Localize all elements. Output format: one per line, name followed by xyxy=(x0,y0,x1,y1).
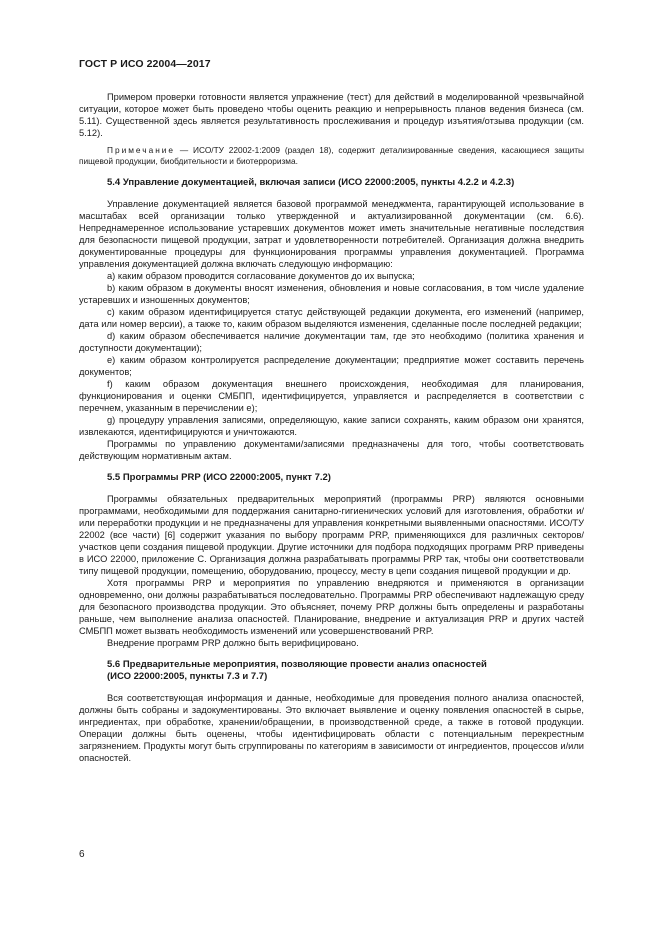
note-label: Примечание xyxy=(107,145,176,155)
section-5-4-heading: 5.4 Управление документацией, включая записи (ИСО 22000:2005, пункты 4.2.2 и 4.2.3) xyxy=(107,177,515,188)
list-item: c) каким образом идентифицируется статус действующей редакции документа, его изменений (например, дата или номер версии), а также то, каким образом выделяются изменения, сделанные после последней редакции; xyxy=(79,307,584,329)
section-5-5-paragraph: Программы обязательных предварительных мероприятий (программы PRP) являются основными программами, необходимыми для поддержания санитарно-гигиенических условий для изготовления, обработки и/или переработки продукции и не предназначены для управления конкретными выявленными опасностями. ИСО/ТУ 22002 (все части) [6] содержит указания по выбору программ PRP, применяющихся для различных секторов/участков цепи создания пищевой продукции. Другие источники для подбора подходящих программ PRP приведены в ИСО 22000, приложение С. Организация должна разрабатывать программы PRP так, чтобы они соответствовали типу пищевой продукции, помещению, оборудованию, процессу, месту в цепи создания пищевой продукции и др. xyxy=(79,494,584,576)
section-5-5-paragraph-3: Внедрение программ PRP должно быть верифицировано. xyxy=(107,638,359,648)
page-number: 6 xyxy=(79,849,85,860)
section-5-4-paragraph-2: Программы по управлению документами/записями предназначены для того, чтобы соответствовать действующим нормативным актам. xyxy=(79,439,584,461)
list-item: g) процедуру управления записями, определяющую, какие записи сохранять, каким образом они хранятся, извлекаются, идентифицируются и уничтожаются. xyxy=(79,415,584,437)
list-item: f) каким образом документация внешнего происхождения, необходимая для планирования, функционирования и оценки СМБПП, идентифицируется, управляется и распределяется в соответствии с перечнем, указанным в перечислении e); xyxy=(79,379,584,413)
section-5-6-heading-line1: 5.6 Предварительные мероприятия, позволяющие провести анализ опасностей xyxy=(107,659,487,670)
list-item: b) каким образом в документы вносят изменения, обновления и новые согласования, в том числе удаление устаревших и изношенных документов; xyxy=(79,283,584,305)
section-5-6-paragraph: Вся соответствующая информация и данные, необходимые для проведения полного анализа опасностей, должны быть собраны и задокументированы. Это включает выявление и оценку появления опасностей в сырье, ингредиентах, при обработке, хранении/обращении, в производственной среде, а также в готовой продукции. Операции должны быть оценены, чтобы идентифицировать области с потенциальным перекрестным загрязнением. Продукты могут быть сгруппированы по категориям в зависимости от ингредиентов, процессов и/или опасностей. xyxy=(79,693,584,763)
list-item: a) каким образом проводится согласование документов до их выпуска; xyxy=(107,271,415,281)
list-item: d) каким образом обеспечивается наличие документации там, где это необходимо (политика хранения и доступности документации); xyxy=(79,331,584,353)
section-5-6-heading-line2: (ИСО 22000:2005, пункты 7.3 и 7.7) xyxy=(107,671,268,682)
intro-paragraph: Примером проверки готовности является упражнение (тест) для действий в моделированной чрезвычайной ситуации, которое может быть проведено чтобы оценить реакцию и непрерывность планов ведения бизнеса (см. 5.11). Существенной здесь является результативность прослеживания и процедур изъятия/отзыва продукции (см. 5.12). xyxy=(79,92,584,138)
note-paragraph xyxy=(79,145,584,167)
section-5-6-heading xyxy=(79,659,584,683)
section-5-5-paragraph-2: Хотя программы PRP и мероприятия по управлению внедряются и применяются в организации одновременно, они должны разрабатываться последовательно. Программы PRP обеспечивают надлежащую среду для безопасного производства продукции. Это объясняет, почему PRP должны быть определены и разработаны раньше, чем выполнение анализа опасностей. Планирование, внедрение и актуализация PRP и других частей СМБПП может вызвать необходимость изменений или усовершенствований PRP. xyxy=(79,578,584,636)
section-5-4-paragraph: Управление документацией является базовой программой менеджмента, гарантирующей использование в масштабах всей организации только утвержденной и актуализированной документации (см. 6.6). Непреднамеренное использование устаревших документов может иметь значительные негативные последствия для безопасности пищевой продукции, затрат и удовлетворенности потребителей. Организация должна внедрить документированные процедуры для функционирования программы управления документацией. Программа управления документацией должна включать следующую информацию: xyxy=(79,199,584,269)
document-header: ГОСТ Р ИСО 22004—2017 xyxy=(79,58,211,70)
note-text: — ИСО/ТУ 22002-1:2009 (раздел 18), содержит детализированные сведения, касающиеся защиты пищевой продукции, биобдительности и биотерроризма. xyxy=(79,145,584,166)
list-item: e) каким образом контролируется распределение документации; предприятие может составить перечень документов; xyxy=(79,355,584,377)
section-5-5-heading: 5.5 Программы PRP (ИСО 22000:2005, пункт 7.2) xyxy=(107,472,331,483)
document-body xyxy=(79,91,584,764)
